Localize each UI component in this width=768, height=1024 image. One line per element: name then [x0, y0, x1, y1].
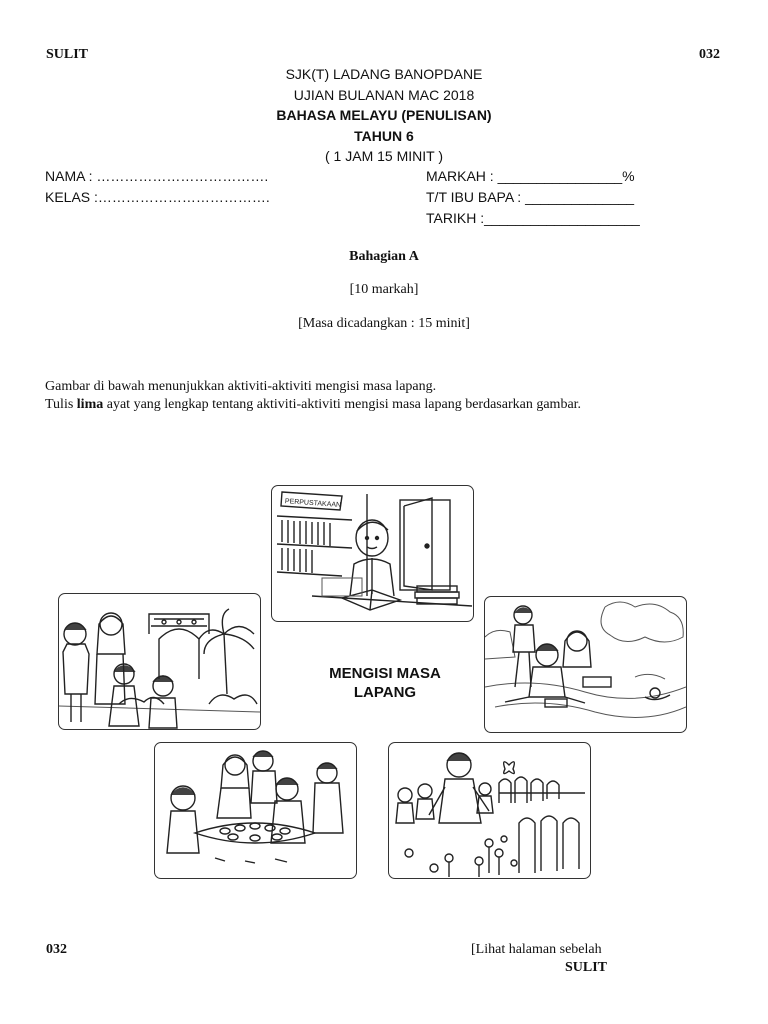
flower-garden-scene — [388, 742, 591, 879]
school-name: SJK(T) LADANG BANOPDANE — [285, 66, 483, 82]
header-left-label: SULIT — [46, 47, 89, 62]
footer-code: 032 — [46, 942, 67, 957]
markah-field[interactable]: MARKAH : ________________% — [426, 168, 635, 184]
instruction-line-1: Gambar di bawah menunjukkan aktiviti-aktiviti mengisi masa lapang. — [45, 379, 437, 394]
riverside-fishing-scene — [484, 596, 687, 733]
park-outing-scene — [58, 593, 261, 730]
caption-line-2: LAPANG — [353, 684, 417, 701]
section-marks: [10 markah] — [349, 282, 419, 297]
subject-title: BAHASA MELAYU (PENULISAN) — [276, 107, 492, 123]
parent-signature-field[interactable]: T/T IBU BAPA : ______________ — [426, 189, 635, 205]
kelas-field[interactable]: KELAS :………………………………. — [45, 189, 270, 205]
library-reading-scene — [271, 485, 474, 622]
suggested-time: [Masa dicadangkan : 15 minit] — [298, 316, 470, 331]
duration: ( 1 JAM 15 MINIT ) — [325, 148, 443, 164]
library-sign-text: PERPUSTAKAAN — [284, 498, 342, 510]
instruction-line-2: Tulis lima ayat yang lengkap tentang aktiviti-aktiviti mengisi masa lapang berdasarkan gambar. — [45, 397, 582, 412]
tarikh-field[interactable]: TARIKH :____________________ — [426, 210, 640, 226]
year-title: TAHUN 6 — [354, 128, 414, 144]
next-page-note: [Lihat halaman sebelah — [471, 942, 602, 957]
centre-caption — [270, 664, 500, 702]
footer-sulit-label: SULIT — [565, 960, 608, 975]
header-code: 032 — [699, 47, 720, 62]
caption-line-1: MENGISI MASA — [329, 665, 441, 682]
congkak-game-scene — [154, 742, 357, 879]
nama-field[interactable]: NAMA : ………………………………. — [45, 168, 269, 184]
instruction-emphasis: lima — [76, 397, 104, 412]
section-title: Bahagian A — [349, 249, 419, 264]
exam-name: UJIAN BULANAN MAC 2018 — [293, 87, 475, 103]
